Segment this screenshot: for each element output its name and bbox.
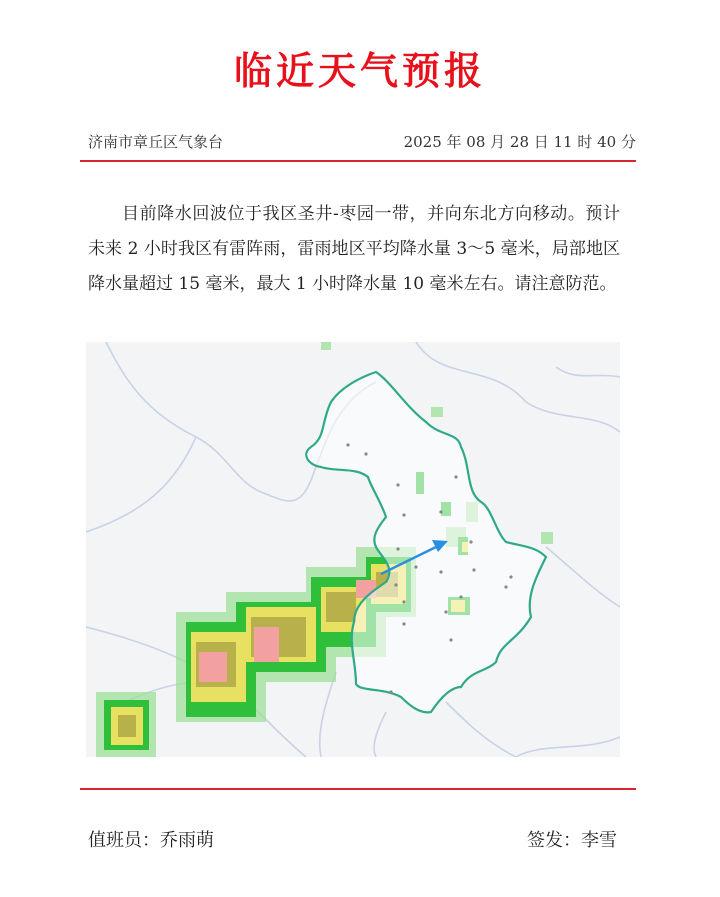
radar-map-graphic: [86, 342, 620, 757]
signatory-name: 李雪: [581, 830, 617, 851]
duty-officer-name: 乔雨萌: [160, 830, 214, 851]
issuing-station: 济南市章丘区气象台: [88, 133, 224, 151]
issue-timestamp: 2025 年 08 月 28 日 11 时 40 分: [403, 133, 636, 151]
signatory-label: 签发：: [527, 830, 581, 851]
radar-map: [86, 342, 620, 757]
header-divider: [80, 160, 636, 162]
footer-divider: [80, 788, 636, 790]
forecast-text: 目前降水回波位于我区圣井-枣园一带，并向东北方向移动。预计未来 2 小时我区有雷阵雨，雷雨地区平均降水量 3～5 毫米，局部地区降水量超过 15 毫米，最大 1 小时降水量 10 毫米左右。请注意防范。: [88, 204, 620, 294]
duty-officer: [88, 826, 214, 852]
bulletin-title: 临近天气预报: [233, 49, 486, 93]
signatory: [527, 826, 617, 852]
duty-officer-label: 值班员：: [88, 830, 160, 851]
district-boundary: [306, 372, 546, 712]
